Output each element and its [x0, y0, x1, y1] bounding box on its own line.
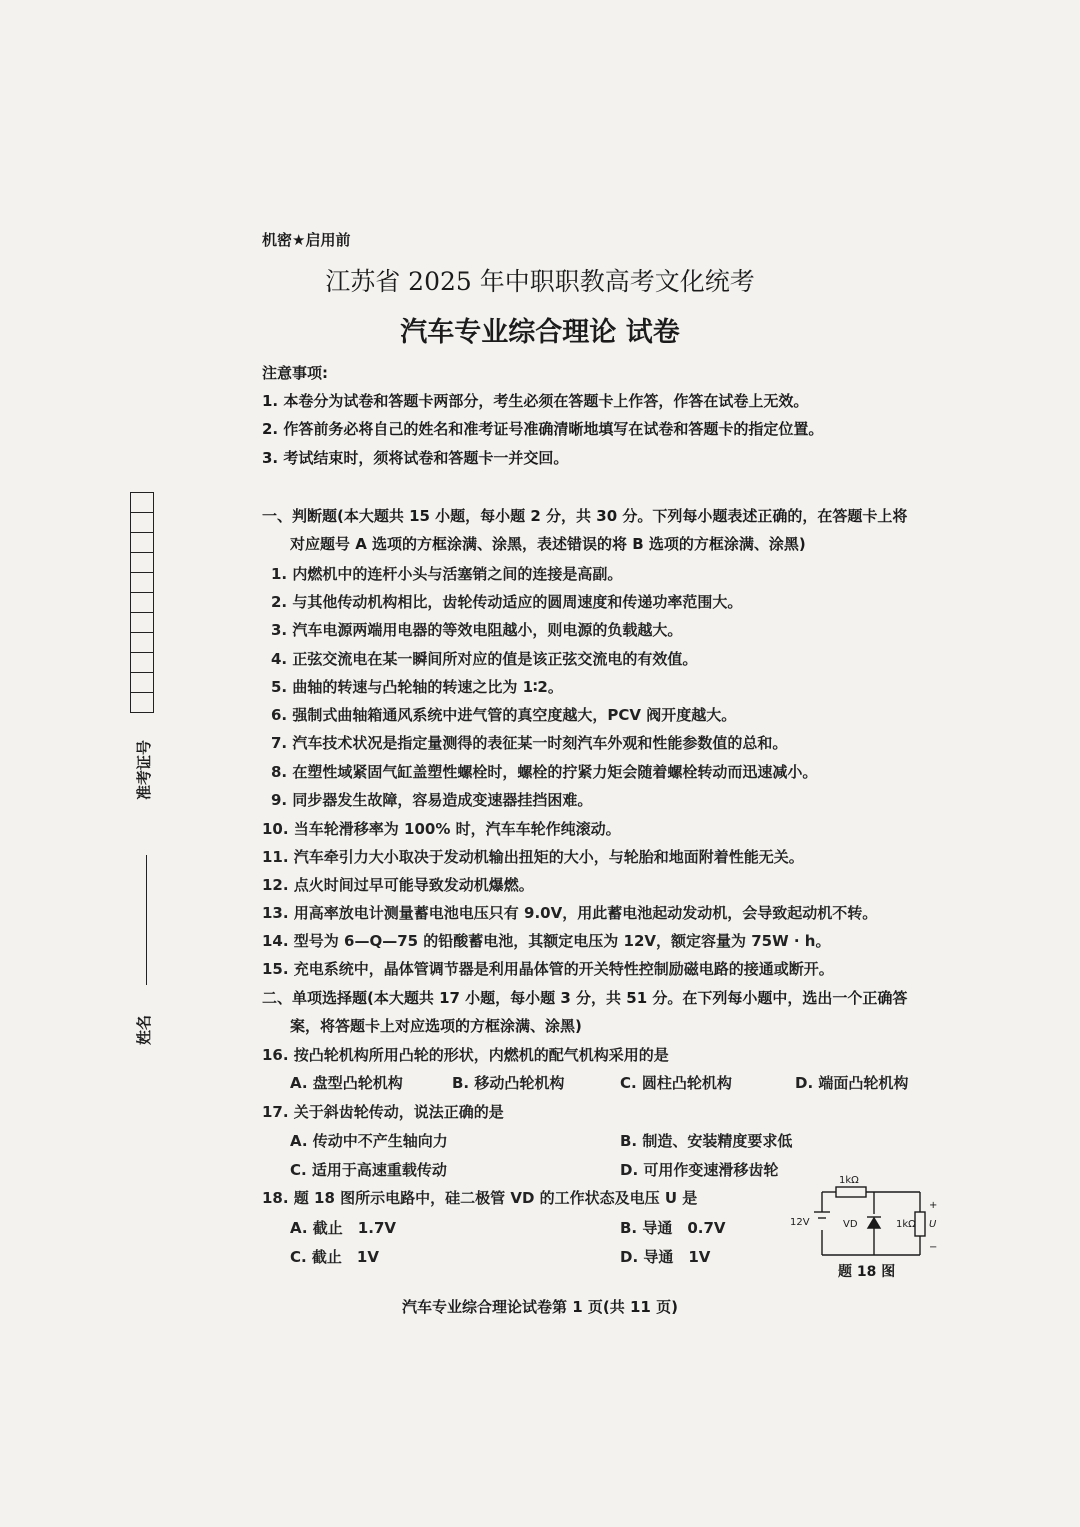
- diode-label: VD: [843, 1219, 858, 1230]
- question: 12. 点火时间过早可能导致发动机爆燃。: [262, 876, 534, 894]
- question: 6. 强制式曲轴箱通风系统中进气管的真空度越大，PCV 阀开度越大。: [271, 706, 737, 724]
- option-18d: D. 导通 1V: [620, 1248, 711, 1266]
- paper-title: 汽车专业综合理论 试卷: [400, 317, 680, 348]
- option-16b: B. 移动凸轮机构: [452, 1074, 565, 1092]
- option-16a: A. 盘型凸轮机构: [290, 1074, 403, 1092]
- question-16: 16. 按凸轮机构所用凸轮的形状，内燃机的配气机构采用的是: [262, 1046, 669, 1064]
- notice-heading: 注意事项:: [262, 364, 328, 382]
- section1-heading-cont: 对应题号 A 选项的方框涂满、涂黑，表述错误的将 B 选项的方框涂满、涂黑): [290, 535, 806, 553]
- option-17a: A. 传动中不产生轴向力: [290, 1132, 448, 1150]
- notice-item: 2. 作答前务必将自己的姓名和准考证号准确清晰地填写在试卷和答题卡的指定位置。: [262, 420, 824, 438]
- question: 11. 汽车牵引力大小取决于发动机输出扭矩的大小，与轮胎和地面附着性能无关。: [262, 848, 804, 866]
- question-17: 17. 关于斜齿轮传动，说法正确的是: [262, 1103, 504, 1121]
- exam-id-boxes: [130, 492, 154, 713]
- option-17c: C. 适用于高速重载传动: [290, 1161, 447, 1179]
- notice-item: 1. 本卷分为试卷和答题卡两部分，考生必须在答题卡上作答，作答在试卷上无效。: [262, 392, 809, 410]
- option-17b: B. 制造、安装精度要求低: [620, 1132, 793, 1150]
- notice-item: 3. 考试结束时，须将试卷和答题卡一并交回。: [262, 449, 569, 467]
- exam-title: 江苏省 2025 年中职职教高考文化统考: [325, 267, 755, 296]
- option-17d: D. 可用作变速滑移齿轮: [620, 1161, 779, 1179]
- page-footer: 汽车专业综合理论试卷第 1 页(共 11 页): [402, 1298, 678, 1316]
- voltage-u-label: U: [929, 1219, 937, 1230]
- exam-id-label: 准考证号: [135, 739, 153, 800]
- circuit-diagram: [788, 1172, 948, 1280]
- section2-heading: 二、单项选择题(本大题共 17 小题，每小题 3 分，共 51 分。在下列每小题中，选出一个正确答: [262, 989, 908, 1007]
- plus-sign: +: [929, 1200, 938, 1211]
- question: 10. 当车轮滑移率为 100% 时，汽车车轮作纯滚动。: [262, 820, 621, 838]
- question: 3. 汽车电源两端用电器的等效电阻越小，则电源的负载越大。: [271, 621, 683, 639]
- question: 2. 与其他传动机构相比，齿轮传动适应的圆周速度和传递功率范围大。: [271, 593, 743, 611]
- question: 8. 在塑性域紧固气缸盖塑性螺栓时，螺栓的拧紧力矩会随着螺栓转动而迅速减小。: [271, 763, 818, 781]
- section2-heading-cont: 案，将答题卡上对应选项的方框涂满、涂黑): [290, 1017, 582, 1035]
- resistor-top-label: 1kΩ: [839, 1175, 859, 1186]
- figure-caption: 题 18 图: [838, 1264, 896, 1280]
- question-18: 18. 题 18 图所示电路中，硅二极管 VD 的工作状态及电压 U 是: [262, 1189, 698, 1207]
- option-18b: B. 导通 0.7V: [620, 1219, 726, 1237]
- question: 1. 内燃机中的连杆小头与活塞销之间的连接是高副。: [271, 565, 623, 583]
- minus-sign: −: [929, 1242, 938, 1253]
- question: 9. 同步器发生故障，容易造成变速器挂挡困难。: [271, 791, 593, 809]
- question: 5. 曲轴的转速与凸轮轴的转速之比为 1∶2。: [271, 678, 563, 696]
- question: 4. 正弦交流电在某一瞬间所对应的值是该正弦交流电的有效值。: [271, 650, 698, 668]
- resistor-right-label: 1kΩ: [896, 1219, 916, 1230]
- option-16d: D. 端面凸轮机构: [795, 1074, 909, 1092]
- question: 15. 充电系统中，晶体管调节器是利用晶体管的开关特性控制励磁电路的接通或断开。: [262, 960, 834, 978]
- name-underline: [146, 855, 147, 985]
- question: 7. 汽车技术状况是指定量测得的表征某一时刻汽车外观和性能参数值的总和。: [271, 734, 788, 752]
- name-label: 姓名: [135, 1014, 153, 1045]
- question: 13. 用高率放电计测量蓄电池电压只有 9.0V，用此蓄电池起动发动机，会导致起动机不转。: [262, 904, 878, 922]
- option-18c: C. 截止 1V: [290, 1248, 379, 1266]
- option-18a: A. 截止 1.7V: [290, 1219, 396, 1237]
- option-16c: C. 圆柱凸轮机构: [620, 1074, 732, 1092]
- source-label: 12V: [790, 1217, 810, 1228]
- question: 14. 型号为 6—Q—75 的铅酸蓄电池，其额定电压为 12V，额定容量为 75W · h。: [262, 932, 831, 950]
- section1-heading: 一、判断题(本大题共 15 小题，每小题 2 分，共 30 分。下列每小题表述正确的，在答题卡上将: [262, 507, 908, 525]
- confidential-mark: 机密★启用前: [262, 231, 351, 249]
